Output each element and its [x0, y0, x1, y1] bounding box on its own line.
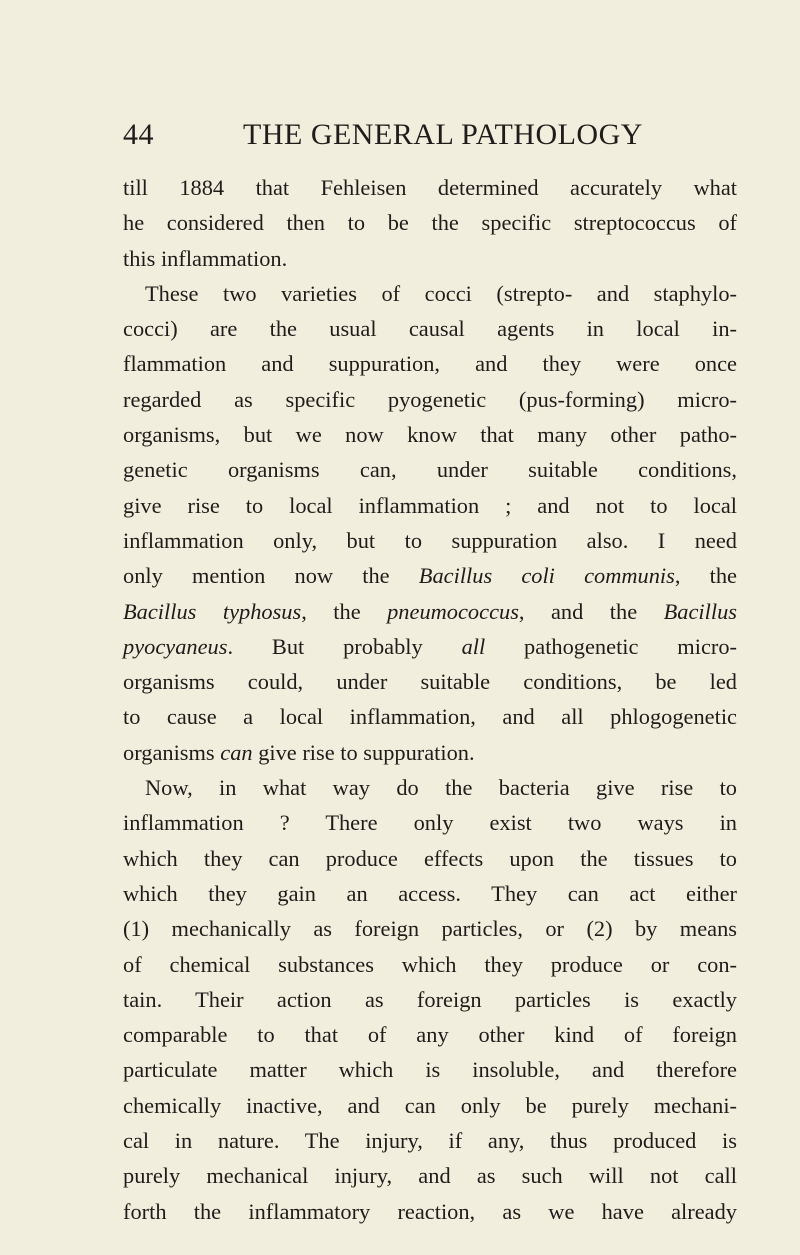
text-line [123, 594, 737, 629]
italic-run: Bacillus typhosus [123, 598, 302, 624]
text-line [123, 558, 737, 593]
italic-run: Bacillus coli communis [418, 563, 675, 589]
text-line: which they gain an access. They can act either [123, 880, 737, 906]
text-line: which they can produce effects upon the tissues to [123, 845, 737, 871]
text-line [123, 629, 737, 664]
italic-run: pneumococcus [387, 598, 519, 624]
italic-run: Bacillus [663, 598, 737, 624]
text-line [123, 735, 737, 770]
text-line: give rise to local inflammation ; and not to local [123, 492, 737, 518]
text-line: this inflammation. [123, 245, 288, 271]
page-header [123, 118, 743, 158]
text-line: comparable to that of any other kind of foreign [123, 1022, 737, 1048]
italic-run: all [461, 633, 486, 659]
text-line: cal in nature. The injury, if any, thus produced is [123, 1128, 737, 1154]
text-run: organisms [123, 739, 221, 765]
text-line: tain. Their action as foreign particles is exactly [123, 986, 737, 1012]
page-number: 44 [123, 118, 154, 151]
text-run: give rise to suppuration. [252, 739, 475, 765]
text-line: of chemical substances which they produce or con- [123, 951, 737, 977]
body-text [123, 170, 737, 1229]
text-line: cocci) are the usual causal agents in local in- [123, 316, 737, 342]
text-run: . But probably [227, 633, 462, 659]
text-run: only mention now the [123, 563, 419, 589]
italic-run: can [220, 739, 253, 765]
text-run: , the [674, 563, 737, 589]
text-line: (1) mechanically as foreign particles, or (2) by means [123, 916, 737, 942]
text-line: to cause a local inflammation, and all phlogogenetic [123, 704, 737, 730]
text-line: till 1884 that Fehleisen determined accurately what [123, 175, 737, 200]
text-run: pathogenetic micro- [485, 633, 737, 659]
text-line: purely mechanical injury, and as such will not call [123, 1163, 737, 1189]
text-run: , and the [518, 598, 664, 624]
text-line: These two varieties of cocci (strepto- and staphylo- [145, 280, 737, 306]
text-line: forth the inflammatory reaction, as we have already [123, 1198, 737, 1224]
text-line: he considered then to be the specific streptococcus of [123, 210, 737, 236]
text-line: chemically inactive, and can only be purely mechani- [123, 1092, 737, 1118]
text-line: regarded as specific pyogenetic (pus-forming) micro- [123, 386, 737, 412]
text-line: particulate matter which is insoluble, and therefore [123, 1057, 737, 1083]
text-line: organisms could, under suitable conditions, be led [123, 669, 737, 695]
text-line: genetic organisms can, under suitable conditions, [123, 457, 737, 483]
text-line: inflammation only, but to suppuration also. I need [123, 527, 737, 553]
text-line: inflammation ? There only exist two ways in [123, 810, 737, 836]
running-title: THE GENERAL PATHOLOGY [243, 118, 643, 151]
text-line: organisms, but we now know that many other patho- [123, 422, 737, 448]
italic-run: pyocyaneus [123, 633, 228, 659]
text-run: , the [301, 598, 388, 624]
text-line: Now, in what way do the bacteria give rise to [145, 775, 737, 801]
text-line: flammation and suppuration, and they were once [123, 351, 737, 377]
